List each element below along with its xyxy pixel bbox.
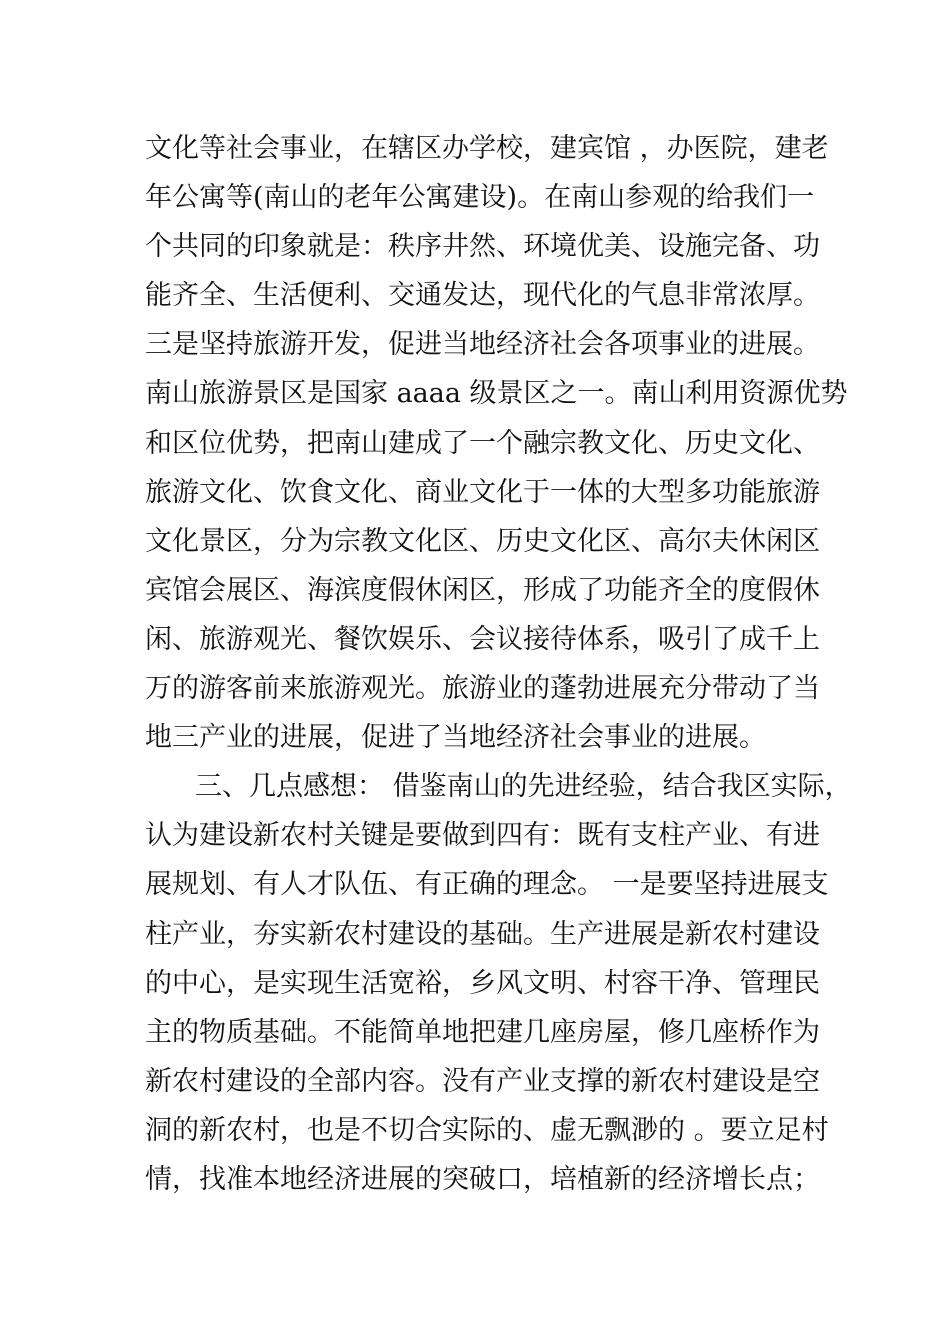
text-line: 个共同的印象就是：秩序井然、环境优美、设施完备、功: [145, 231, 820, 263]
text-line: 洞的新农村，也是不切合实际的、虚无飘渺的 。要立足村: [145, 1114, 829, 1146]
text-line: 主的物质基础。不能简单地把建几座房屋，修几座桥作为: [145, 1016, 820, 1048]
text-line: 三是坚持旅游开发，促进当地经济社会各项事业的进展。: [145, 329, 820, 361]
text-line: 的中心，是实现生活宽裕，乡风文明、村容干净、管理民: [145, 967, 820, 999]
text-line: 地三产业的进展，促进了当地经济社会事业的进展。: [145, 722, 766, 754]
text-line: 文化等社会事业，在辖区办学校，建宾馆 ，办医院，建老: [145, 133, 829, 164]
text-line: 闲、旅游观光、餐饮娱乐、会议接待体系，吸引了成千上: [145, 623, 820, 655]
text-line: 柱产业，夯实新农村建设的基础。生产进展是新农村建设: [145, 918, 820, 950]
text-line: 情，找准本地经济进展的突破口，培植新的经济增长点；: [145, 1163, 820, 1195]
text-line: 认为建设新农村关键是要做到四有：既有支柱产业、有进: [145, 820, 820, 852]
text-line: 南山旅游景区是国家 aaaa 级景区之一。南山利用资源优势: [145, 378, 848, 410]
body-text: [145, 124, 852, 1204]
text-line: 展规划、有人才队伍、有正确的理念。 一是要坚持进展支: [145, 869, 829, 901]
text-line: 旅游文化、饮食文化、商业文化于一体的大型多功能旅游: [145, 476, 820, 508]
text-line: 年公寓等(南山的老年公寓建设)。在南山参观的给我们一: [145, 182, 815, 214]
text-line: 文化景区，分为宗教文化区、历史文化区、高尔夫休闲区: [145, 525, 820, 557]
section-heading-line: 三、几点感想： 借鉴南山的先进经验，结合我区实际，: [195, 771, 852, 803]
text-line: 万的游客前来旅游观光。旅游业的蓬勃进展充分带动了当: [145, 673, 820, 705]
text-line: 能齐全、生活便利、交通发达，现代化的气息非常浓厚。: [145, 280, 820, 312]
text-line: 宾馆会展区、海滨度假休闲区，形成了功能齐全的度假休: [145, 574, 820, 606]
text-line: 新农村建设的全部内容。没有产业支撑的新农村建设是空: [145, 1065, 820, 1097]
text-line: 和区位优势，把南山建成了一个融宗教文化、历史文化、: [145, 427, 820, 459]
